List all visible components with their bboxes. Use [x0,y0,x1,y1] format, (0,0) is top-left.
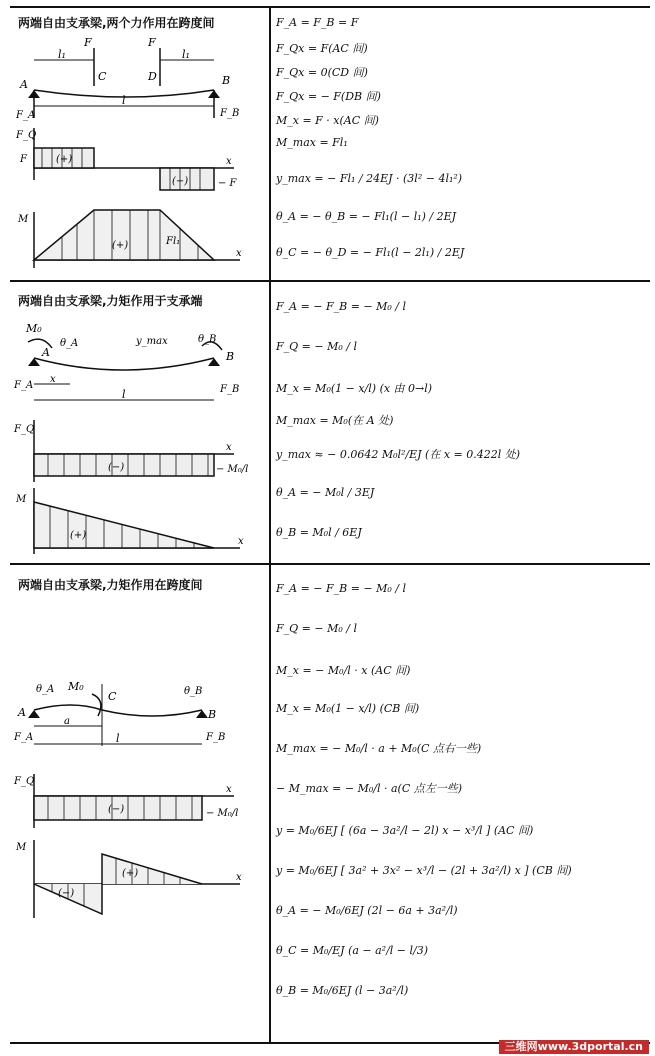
label-C: C [98,70,107,83]
label-Fneg: − F [218,178,237,189]
label-thetaA: θ_A [60,338,79,349]
label-M0l: − M₀/l [216,464,249,475]
section-2-formulas [276,290,646,560]
label-FA: F_A [14,380,34,391]
label-A: A [20,78,28,91]
formula: y_max ≈ − 0.0642 M₀l²/EJ (在 x = 0.422l 处) [276,448,521,461]
formula: − M_max = − M₀/l · a(C 点左一些) [276,782,463,795]
formula: F_A = − F_B = − M₀ / l [276,582,407,595]
section-3-diagram [12,670,264,920]
label-F-right: F [148,36,156,49]
label-l: l [122,388,126,401]
section-1-diagram [12,32,264,276]
label-M0: M₀ [26,322,42,335]
label-FQ: F_Q [16,130,37,141]
formula: F_Q = − M₀ / l [276,340,357,353]
label-FQ: F_Q [14,776,35,787]
label-A: A [18,706,26,719]
formula: θ_A = − M₀/6EJ (2l − 6a + 3a²/l) [276,904,458,917]
section-2-title: 两端自由支承梁,力矩作用于支承端 [18,294,203,308]
label-Fl1: Fl₁ [166,236,181,247]
label-minus-shear: (−) [172,176,189,187]
label-plus-moment: (+) [122,868,139,879]
label-thetaB: θ_B [184,686,203,697]
end-moment-beam-diagram [12,312,264,558]
formula-table [10,6,650,1044]
label-minus-moment: (−) [58,888,75,899]
formula: M_x = F · x(AC 间) [276,114,379,127]
span-moment-beam-diagram [12,670,264,920]
formula: F_Qx = − F(DB 间) [276,90,381,103]
column-divider [269,6,271,1044]
section-1-title: 两端自由支承梁,两个力作用在跨度间 [18,16,215,30]
label-l1-left: l₁ [58,48,66,61]
formula: θ_B = M₀l / 6EJ [276,526,362,539]
section-1-formulas [276,12,646,278]
section-divider-1 [10,280,650,282]
formula: y = M₀/6EJ [ (6a − 3a²/l − 2l) x − x³/l ] (AC 间) [276,824,534,837]
section-divider-2 [10,563,650,565]
formula: θ_B = M₀/6EJ (l − 3a²/l) [276,984,409,997]
label-minus-shear: (−) [108,804,125,815]
label-l: l [116,732,120,745]
formula: M_max = − M₀/l · a + M₀(C 点右一些) [276,742,482,755]
label-F-left: F [84,36,92,49]
label-M: M [18,214,29,225]
label-l1-right: l₁ [182,48,190,61]
label-x-moment: x [236,872,242,883]
label-M: M [16,842,27,853]
label-A: A [42,346,50,359]
label-FA: F_A [14,732,34,743]
label-FQ: F_Q [14,424,35,435]
label-plus-moment: (+) [112,240,129,251]
formula: F_Q = − M₀ / l [276,622,357,635]
formula: θ_A = − θ_B = − Fl₁(l − l₁) / 2EJ [276,210,457,223]
label-a: a [64,716,70,727]
formula: M_x = − M₀/l · x (AC 间) [276,664,411,677]
label-l: l [122,94,126,107]
formula: θ_C = M₀/EJ (a − a²/l − l/3) [276,944,429,957]
label-ymax: y_max [136,336,168,347]
label-x-shear: x [226,156,232,167]
label-thetaB: θ_B [198,334,217,345]
label-thetaA: θ_A [36,684,55,695]
label-B: B [226,350,235,363]
label-minus-shear: (−) [108,462,125,473]
label-x-shear: x [226,784,232,795]
label-FB: F_B [206,732,226,743]
label-Fpos: F [20,154,27,165]
label-plus-moment: (+) [70,530,87,541]
formula: M_x = M₀(1 − x/l) (CB 间) [276,702,420,715]
formula: y = M₀/6EJ [ 3a² + 3x² − x³/l − (2l + 3a²/l) x ] (CB 间) [276,864,572,877]
formula: y_max = − Fl₁ / 24EJ · (3l² − 4l₁²) [276,172,463,185]
formula: F_A = − F_B = − M₀ / l [276,300,407,313]
label-B: B [222,74,231,87]
formula: F_Qx = 0(CD 间) [276,66,368,79]
label-M0: M₀ [68,680,84,693]
label-FB: F_B [220,108,240,119]
label-x-moment: x [236,248,242,259]
label-M: M [16,494,27,505]
section-2-diagram [12,312,264,558]
label-M0l: − M₀/l [206,808,239,819]
label-x-shear: x [226,442,232,453]
formula: M_max = Fl₁ [276,136,348,149]
label-FA: F_A [16,110,36,121]
formula: M_x = M₀(1 − x/l) (x 由 0→l) [276,382,433,395]
formula: M_max = M₀(在 A 处) [276,414,394,427]
formula: θ_C = − θ_D = − Fl₁(l − 2l₁) / 2EJ [276,246,465,259]
two-forces-beam-diagram [12,32,264,276]
watermark-badge: 三维网www.3dportal.cn [499,1040,649,1054]
formula: θ_A = − M₀l / 3EJ [276,486,375,499]
table-border-top [10,6,650,8]
label-plus-shear: (+) [56,154,73,165]
section-3-formulas [276,572,646,1038]
label-C: C [108,690,117,703]
label-x-beam: x [50,374,56,385]
label-FB: F_B [220,384,240,395]
formula: F_Qx = F(AC 间) [276,42,368,55]
formula: F_A = F_B = F [276,16,359,29]
section-3-title: 两端自由支承梁,力矩作用在跨度间 [18,578,203,592]
label-D: D [148,70,157,83]
label-x-moment: x [238,536,244,547]
label-B: B [208,708,217,721]
